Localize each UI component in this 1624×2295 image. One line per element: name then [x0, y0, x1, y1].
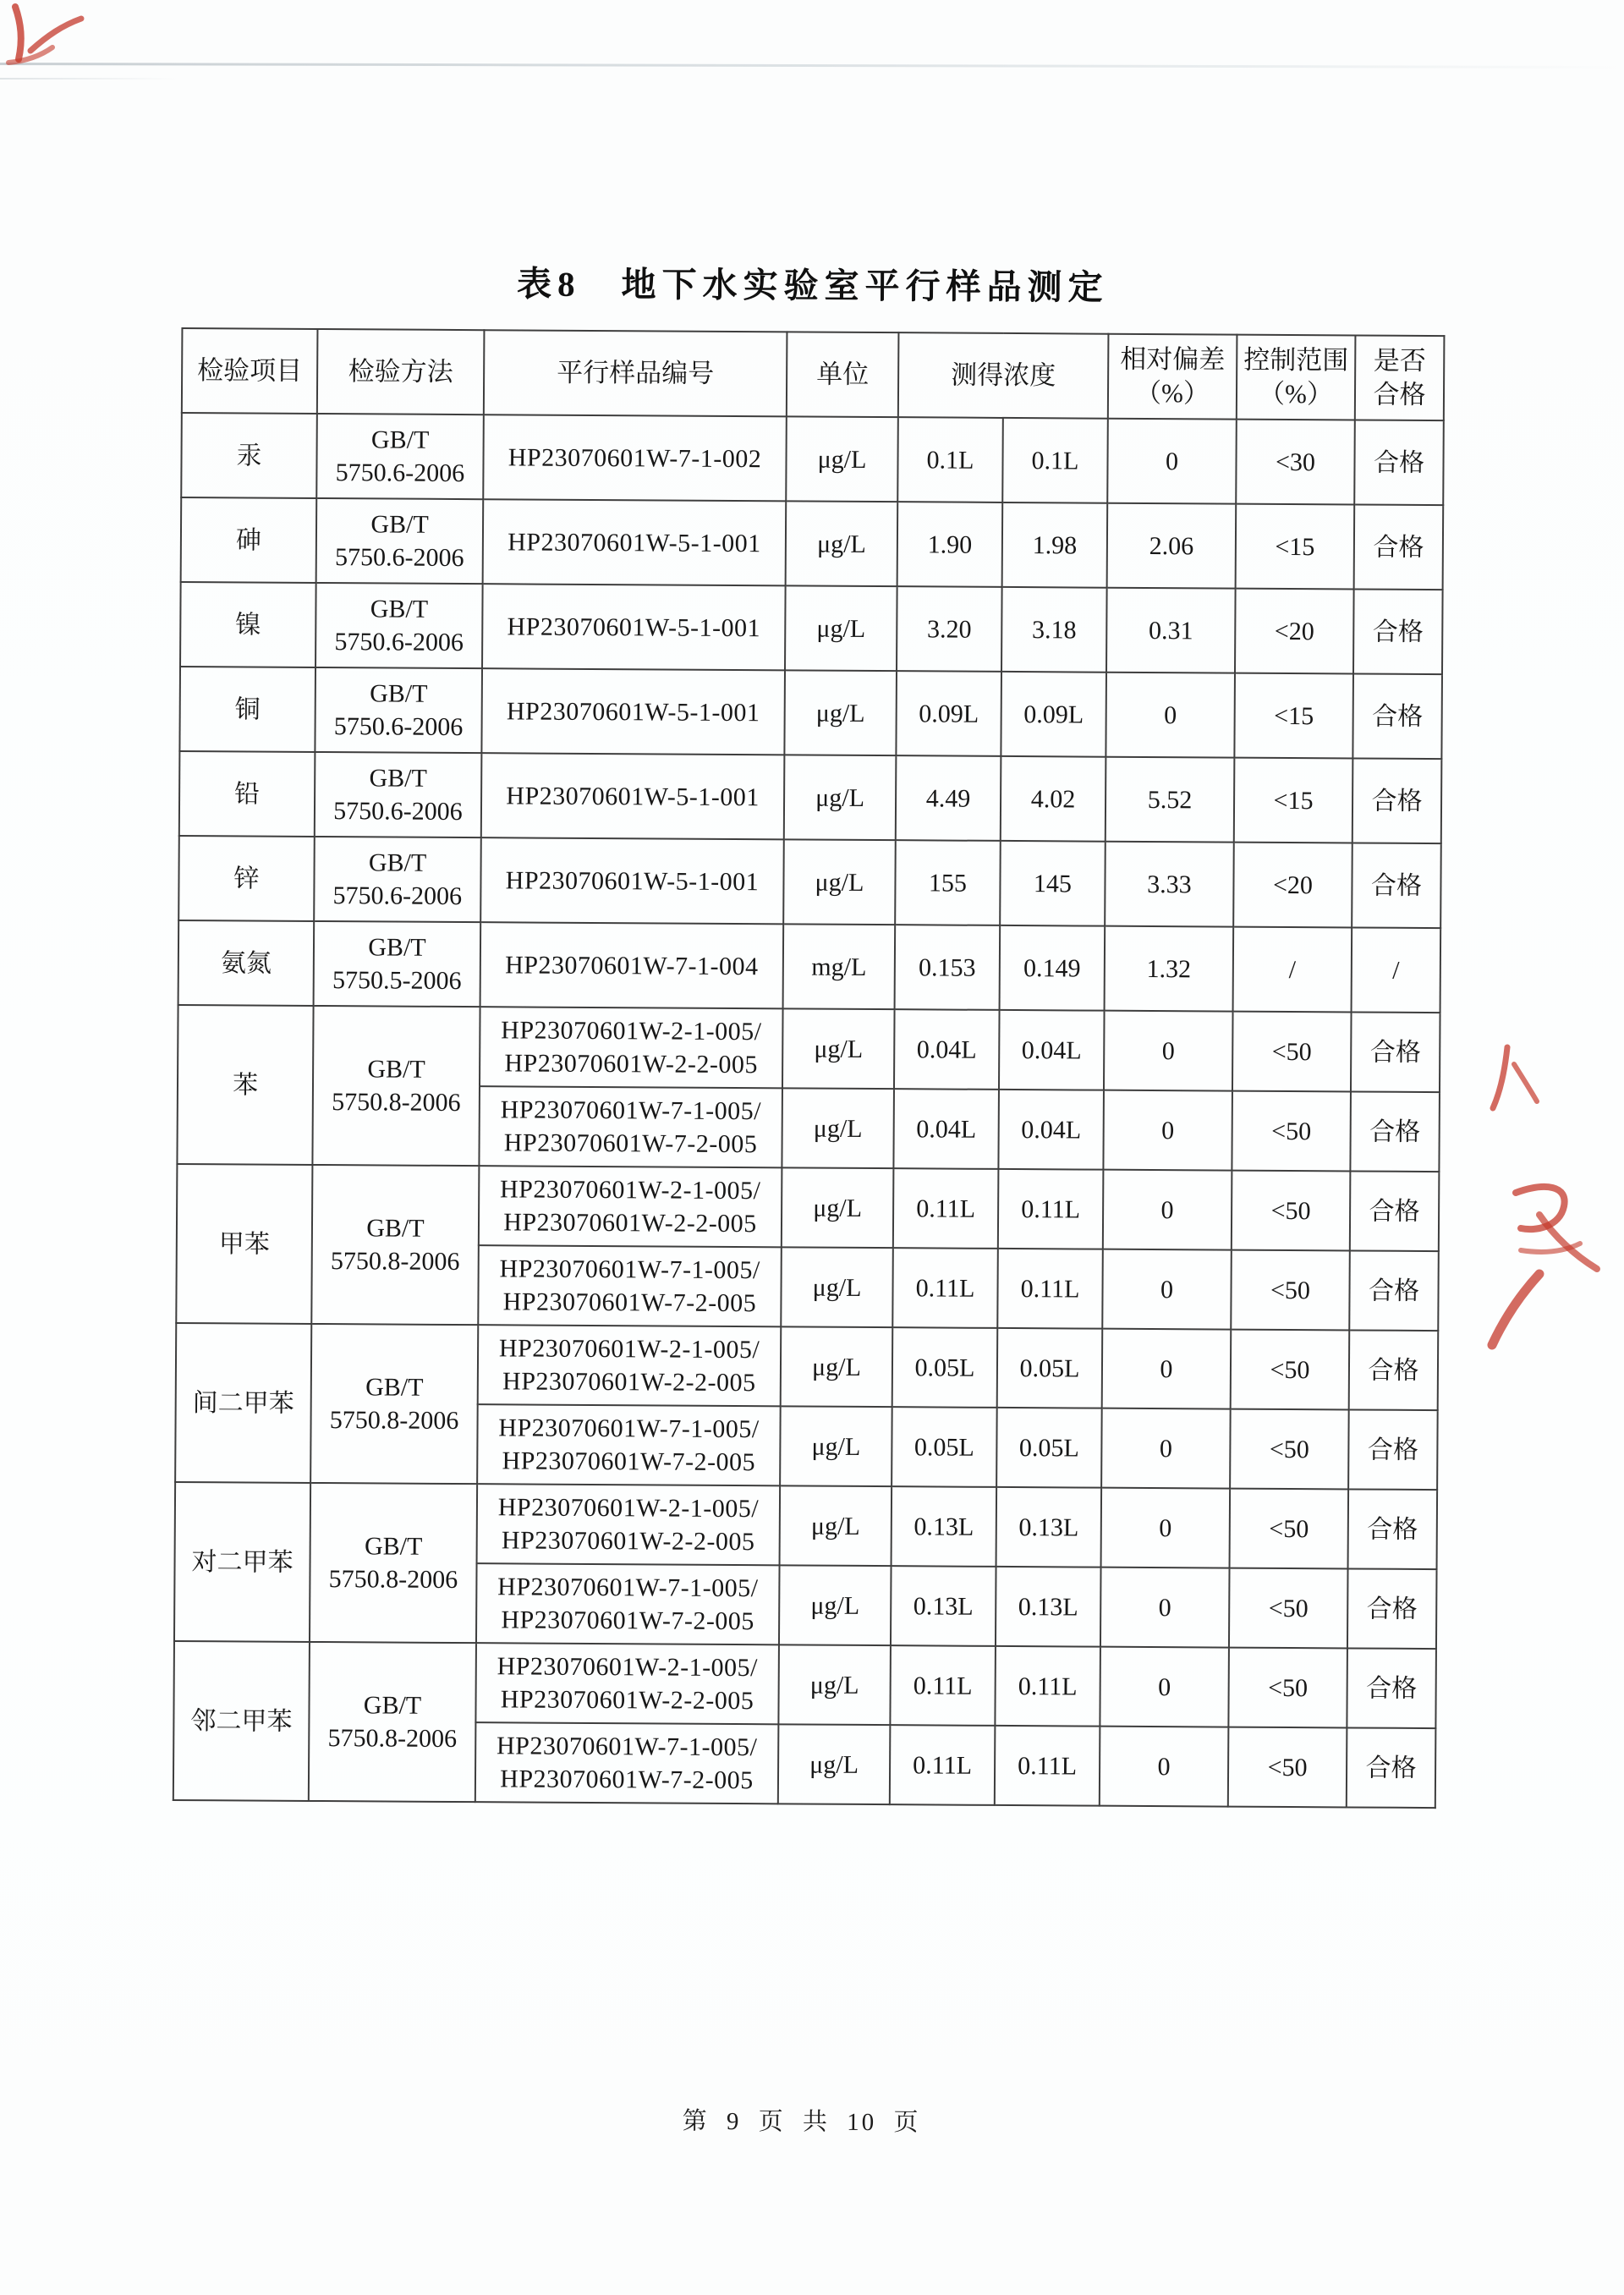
deviation-cell: 0.31	[1106, 588, 1236, 673]
control-range-cell: <50	[1232, 1171, 1351, 1251]
sample-id-cell: HP23070601W-5-1-001	[483, 499, 787, 585]
deviation-cell: 0	[1103, 1170, 1232, 1250]
deviation-cell: 0	[1103, 1090, 1232, 1171]
control-range-cell: <20	[1233, 843, 1352, 928]
unit-cell: μg/L	[786, 501, 898, 586]
qualified-cell: 合格	[1348, 1409, 1438, 1490]
qualified-cell: 合格	[1351, 1012, 1440, 1092]
table-row	[178, 836, 1441, 928]
method-cell: GB/T 5750.6-2006	[315, 752, 482, 837]
deviation-cell: 0	[1101, 1408, 1231, 1489]
concentration-1-cell: 0.153	[895, 925, 1001, 1010]
concentration-2-cell: 0.11L	[995, 1646, 1100, 1727]
control-range-cell: <30	[1236, 420, 1355, 505]
sample-id-cell: HP23070601W-7-1-002	[483, 415, 787, 501]
unit-cell: μg/L	[782, 1008, 895, 1089]
unit-cell: μg/L	[781, 1326, 893, 1407]
concentration-1-cell: 0.1L	[897, 417, 1003, 502]
item-cell: 苯	[177, 1005, 313, 1165]
parallel-samples-table	[173, 327, 1446, 1809]
concentration-1-cell: 0.11L	[890, 1645, 996, 1726]
concentration-2-cell: 0.11L	[995, 1726, 1100, 1806]
table-row	[177, 1164, 1440, 1251]
sample-id-cell: HP23070601W-2-1-005/ HP23070601W-2-2-005	[477, 1484, 781, 1565]
deviation-cell: 0	[1100, 1568, 1230, 1648]
unit-cell: mg/L	[783, 924, 896, 1009]
method-cell: GB/T 5750.6-2006	[314, 837, 481, 922]
concentration-2-cell: 145	[1000, 841, 1106, 926]
sample-id-cell: HP23070601W-7-1-005/ HP23070601W-7-2-005	[475, 1722, 779, 1804]
unit-cell: μg/L	[785, 585, 897, 671]
method-cell: GB/T 5750.6-2006	[316, 414, 484, 499]
method-cell: GB/T 5750.6-2006	[316, 498, 484, 584]
table-row	[176, 1323, 1439, 1410]
control-range-cell: <50	[1231, 1250, 1350, 1331]
table-row	[179, 667, 1442, 759]
table-row	[178, 1005, 1440, 1092]
page-number: 第 9 页 共 10 页	[682, 2107, 921, 2137]
qualified-cell: 合格	[1349, 1330, 1439, 1410]
deviation-cell: 2.06	[1107, 503, 1237, 589]
deviation-cell: 0	[1101, 1488, 1231, 1568]
deviation-cell: 0	[1106, 673, 1235, 758]
header-unit: 单位	[787, 332, 899, 417]
method-cell: GB/T 5750.8-2006	[310, 1324, 478, 1484]
qualified-cell: 合格	[1353, 589, 1443, 674]
unit-cell: μg/L	[781, 1247, 893, 1327]
qualified-cell: 合格	[1352, 843, 1441, 928]
concentration-1-cell: 0.04L	[893, 1089, 999, 1169]
red-stamp-fragment-right-2	[1495, 1178, 1610, 1283]
item-cell: 锌	[178, 836, 315, 921]
concentration-2-cell: 0.04L	[999, 1010, 1105, 1090]
method-cell: GB/T 5750.8-2006	[310, 1483, 477, 1643]
unit-cell: μg/L	[786, 416, 898, 502]
qualified-cell: 合格	[1347, 1568, 1437, 1649]
concentration-2-cell: 0.11L	[997, 1249, 1103, 1329]
item-cell: 甲苯	[176, 1164, 312, 1324]
scan-artifact-line	[0, 63, 1624, 69]
deviation-cell: 0	[1100, 1647, 1229, 1727]
concentration-1-cell: 4.49	[896, 755, 1001, 841]
sample-id-cell: HP23070601W-5-1-001	[480, 837, 784, 924]
concentration-1-cell: 0.05L	[892, 1327, 998, 1408]
qualified-cell: 合格	[1352, 758, 1442, 843]
concentration-1-cell: 0.11L	[892, 1248, 998, 1328]
unit-cell: μg/L	[784, 670, 897, 755]
concentration-2-cell: 0.05L	[996, 1408, 1102, 1488]
header-control-range: 控制范围 （%）	[1237, 335, 1356, 420]
red-stamp-fragment-right-3	[1473, 1267, 1550, 1352]
concentration-1-cell: 0.11L	[893, 1168, 999, 1249]
item-cell: 间二甲苯	[175, 1323, 311, 1483]
item-cell: 汞	[181, 413, 317, 498]
unit-cell: μg/L	[782, 1088, 894, 1168]
sample-id-cell: HP23070601W-2-1-005/ HP23070601W-2-2-005	[479, 1166, 782, 1247]
control-range-cell: <50	[1229, 1568, 1348, 1649]
concentration-2-cell: 0.09L	[1001, 672, 1106, 757]
deviation-cell: 5.52	[1106, 757, 1235, 843]
qualified-cell: 合格	[1347, 1727, 1436, 1808]
document-content	[170, 254, 1444, 2141]
concentration-2-cell: 0.149	[1000, 925, 1106, 1011]
sample-id-cell: HP23070601W-7-1-005/ HP23070601W-7-2-005	[479, 1086, 782, 1167]
concentration-2-cell: 0.11L	[998, 1169, 1104, 1249]
control-range-cell: <15	[1234, 673, 1353, 759]
unit-cell: μg/L	[780, 1485, 892, 1566]
concentration-1-cell: 0.11L	[890, 1725, 996, 1805]
concentration-1-cell: 0.09L	[896, 671, 1001, 756]
concentration-2-cell: 0.13L	[996, 1487, 1102, 1568]
qualified-cell: 合格	[1352, 673, 1442, 759]
concentration-2-cell: 0.05L	[997, 1328, 1103, 1408]
control-range-cell: <50	[1230, 1409, 1349, 1490]
concentration-1-cell: 0.04L	[894, 1009, 1000, 1090]
deviation-cell: 0	[1100, 1727, 1229, 1807]
control-range-cell: <20	[1235, 589, 1354, 674]
sample-id-cell: HP23070601W-7-1-005/ HP23070601W-7-2-005	[477, 1404, 781, 1485]
concentration-2-cell: 0.13L	[996, 1567, 1101, 1647]
method-cell: GB/T 5750.8-2006	[309, 1642, 476, 1802]
item-cell: 邻二甲苯	[173, 1641, 310, 1801]
item-cell: 砷	[181, 497, 317, 583]
header-qualified: 是否 合格	[1355, 335, 1445, 420]
method-cell: GB/T 5750.8-2006	[311, 1165, 479, 1325]
control-range-cell: <15	[1236, 504, 1355, 590]
sample-id-cell: HP23070601W-5-1-001	[481, 753, 785, 839]
sample-id-cell: HP23070601W-5-1-001	[482, 584, 786, 670]
sample-id-cell: HP23070601W-2-1-005/ HP23070601W-2-2-005	[478, 1325, 782, 1406]
table-row	[173, 1641, 1436, 1728]
scan-artifact-line	[0, 78, 178, 80]
header-concentration: 测得浓度	[898, 332, 1109, 419]
control-range-cell: <50	[1231, 1330, 1350, 1410]
sample-id-cell: HP23070601W-7-1-005/ HP23070601W-7-2-005	[478, 1245, 782, 1326]
method-cell: GB/T 5750.8-2006	[312, 1006, 480, 1166]
table-row	[180, 582, 1443, 674]
concentration-1-cell: 0.13L	[891, 1566, 996, 1646]
control-range-cell: <50	[1228, 1648, 1347, 1728]
table-row	[178, 920, 1441, 1013]
table-row	[181, 497, 1444, 590]
method-cell: GB/T 5750.6-2006	[315, 583, 483, 668]
table-row	[175, 1482, 1438, 1569]
deviation-cell: 1.32	[1105, 926, 1234, 1012]
concentration-2-cell: 0.1L	[1002, 418, 1108, 503]
deviation-cell: 0	[1107, 419, 1237, 504]
sample-id-cell: HP23070601W-7-1-004	[480, 922, 784, 1008]
header-deviation: 相对偏差 （%）	[1108, 334, 1237, 420]
qualified-cell: 合格	[1350, 1091, 1440, 1172]
control-range-cell: /	[1233, 927, 1352, 1013]
header-method: 检验方法	[317, 329, 485, 415]
table-header-row	[182, 328, 1445, 420]
sample-id-cell: HP23070601W-7-1-005/ HP23070601W-7-2-005	[476, 1563, 780, 1644]
unit-cell: μg/L	[779, 1565, 892, 1645]
qualified-cell: 合格	[1348, 1489, 1438, 1569]
item-cell: 对二甲苯	[174, 1482, 310, 1642]
control-range-cell: <50	[1232, 1012, 1352, 1092]
unit-cell: μg/L	[782, 1167, 894, 1248]
unit-cell: μg/L	[778, 1724, 891, 1804]
concentration-2-cell: 4.02	[1001, 756, 1106, 842]
qualified-cell: 合格	[1354, 504, 1444, 590]
table-row	[181, 413, 1444, 505]
concentration-2-cell: 3.18	[1001, 587, 1107, 673]
header-sample-id: 平行样品编号	[484, 330, 787, 416]
qualified-cell: 合格	[1347, 1648, 1436, 1728]
page-title: 表8 地下水实验室平行样品测定	[516, 264, 1109, 307]
qualified-cell: 合格	[1350, 1171, 1440, 1251]
qualified-cell: 合格	[1349, 1250, 1439, 1331]
deviation-cell: 0	[1102, 1249, 1232, 1330]
concentration-1-cell: 3.20	[897, 586, 1002, 672]
control-range-cell: <50	[1232, 1091, 1351, 1172]
sample-id-cell: HP23070601W-2-1-005/ HP23070601W-2-2-005	[475, 1643, 779, 1724]
concentration-1-cell: 0.13L	[892, 1486, 997, 1567]
method-cell: GB/T 5750.5-2006	[314, 921, 481, 1007]
qualified-cell: /	[1352, 927, 1441, 1013]
unit-cell: μg/L	[783, 839, 896, 925]
control-range-cell: <50	[1230, 1489, 1349, 1569]
sample-id-cell: HP23070601W-5-1-001	[481, 668, 785, 755]
method-cell: GB/T 5750.6-2006	[315, 667, 482, 753]
deviation-cell: 0	[1102, 1329, 1232, 1409]
concentration-2-cell: 1.98	[1002, 502, 1108, 588]
unit-cell: μg/L	[780, 1406, 892, 1486]
header-item: 检验项目	[182, 328, 318, 414]
item-cell: 铜	[179, 667, 315, 752]
concentration-2-cell: 0.04L	[998, 1090, 1104, 1170]
qualified-cell: 合格	[1354, 420, 1444, 505]
sample-id-cell: HP23070601W-2-1-005/ HP23070601W-2-2-005	[480, 1007, 783, 1088]
unit-cell: μg/L	[778, 1644, 891, 1725]
concentration-1-cell: 1.90	[897, 502, 1003, 587]
table-row	[179, 751, 1442, 843]
item-cell: 镍	[180, 582, 316, 667]
deviation-cell: 3.33	[1105, 842, 1234, 927]
deviation-cell: 0	[1104, 1011, 1233, 1091]
control-range-cell: <15	[1234, 758, 1353, 843]
item-cell: 铅	[179, 751, 315, 837]
concentration-1-cell: 155	[895, 840, 1001, 925]
red-stamp-fragment-right-1	[1482, 1039, 1541, 1115]
unit-cell: μg/L	[784, 755, 897, 840]
control-range-cell: <50	[1228, 1727, 1347, 1808]
item-cell: 氨氮	[178, 920, 315, 1006]
concentration-1-cell: 0.05L	[892, 1407, 997, 1487]
